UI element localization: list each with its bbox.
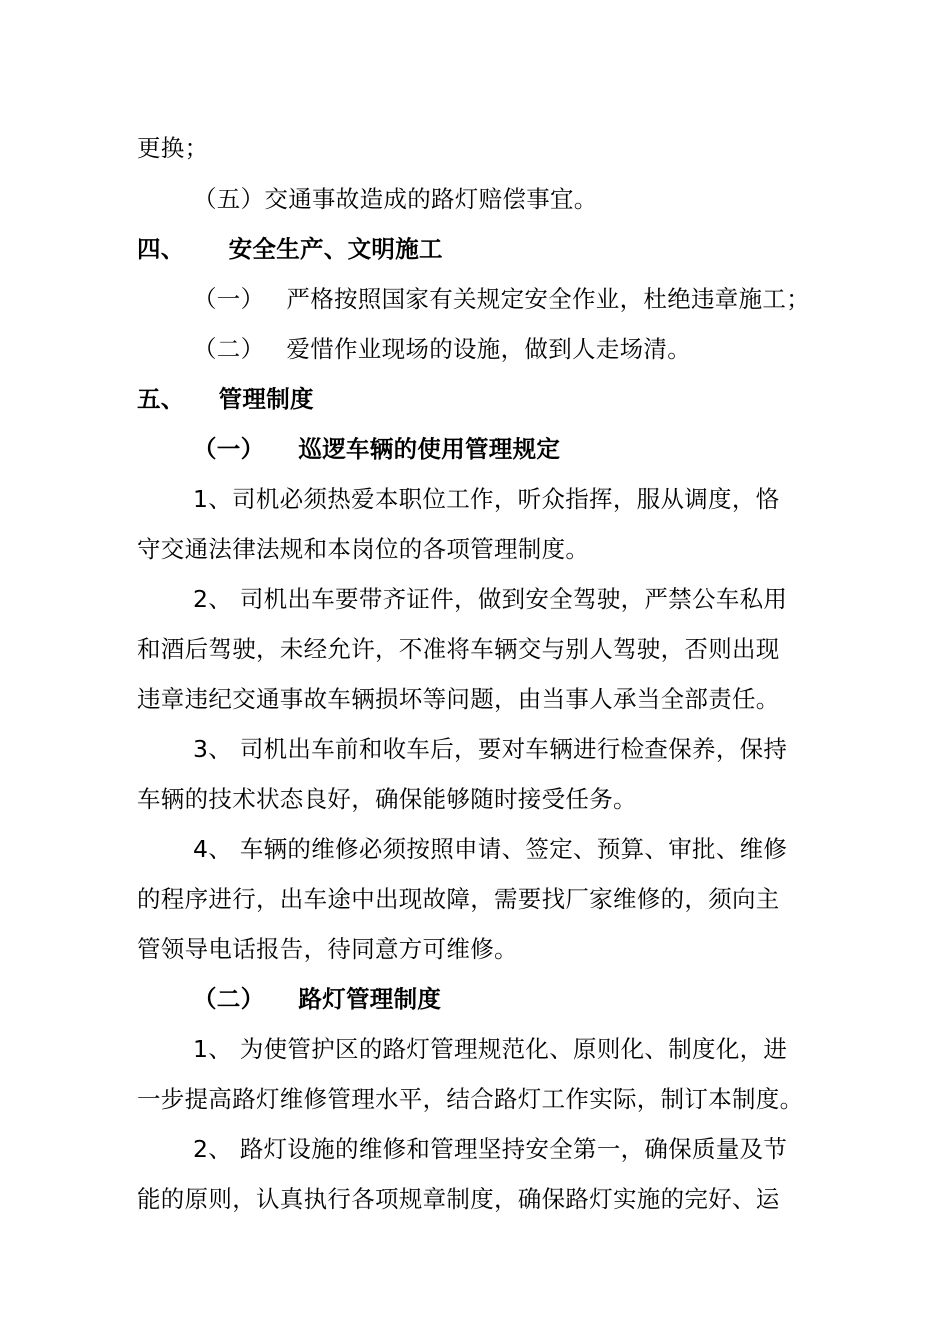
text-line: 车辆的技术状态良好，确保能够随时接受任务。 xyxy=(137,785,637,813)
text-line: 4、 车辆的维修必须按照申请、签定、预算、审批、维修 xyxy=(193,835,788,863)
text-line: 3、 司机出车前和收车后，要对车辆进行检查保养，保持 xyxy=(193,735,788,763)
text-line: 2、 司机出车要带齐证件，做到安全驾驶，严禁公车私用 xyxy=(193,585,788,613)
text-line: （二） 爱惜作业现场的设施，做到人走场清。 xyxy=(193,335,692,363)
text-line: 能的原则，认真执行各项规章制度，确保路灯实施的完好、运 xyxy=(137,1185,780,1213)
subsection-heading: （二） 路灯管理制度 xyxy=(193,985,442,1013)
subsection-heading: （一） 巡逻车辆的使用管理规定 xyxy=(193,435,561,463)
section-heading-4: 四、 安全生产、文明施工 xyxy=(137,235,443,263)
text-line: 守交通法律法规和本岗位的各项管理制度。 xyxy=(137,535,590,563)
text-line: 2、 路灯设施的维修和管理坚持安全第一，确保质量及节 xyxy=(193,1135,788,1163)
text-line: （一） 严格按照国家有关规定安全作业，杜绝违章施工； xyxy=(193,285,811,313)
text-line: 和酒后驾驶，未经允许，不准将车辆交与别人驾驶，否则出现 xyxy=(137,635,780,663)
text-line: 的程序进行，出车途中出现故障，需要找厂家维修的，须向主 xyxy=(137,885,780,913)
section-heading-5: 五、 管理制度 xyxy=(137,385,314,413)
text-line: （五）交通事故造成的路灯赔偿事宜。 xyxy=(193,185,598,213)
text-line: 违章违纪交通事故车辆损坏等问题，由当事人承当全部责任。 xyxy=(137,685,780,713)
text-line: 一步提高路灯维修管理水平，结合路灯工作实际，制订本制度。 xyxy=(137,1085,804,1113)
text-line: 1、 为使管护区的路灯管理规范化、原则化、制度化，进 xyxy=(193,1035,788,1063)
text-line: 1、司机必须热爱本职位工作，听众指挥，服从调度，恪 xyxy=(193,485,780,513)
text-line: 更换； xyxy=(137,134,209,162)
text-line: 管领导电话报告，待同意方可维修。 xyxy=(137,935,518,963)
